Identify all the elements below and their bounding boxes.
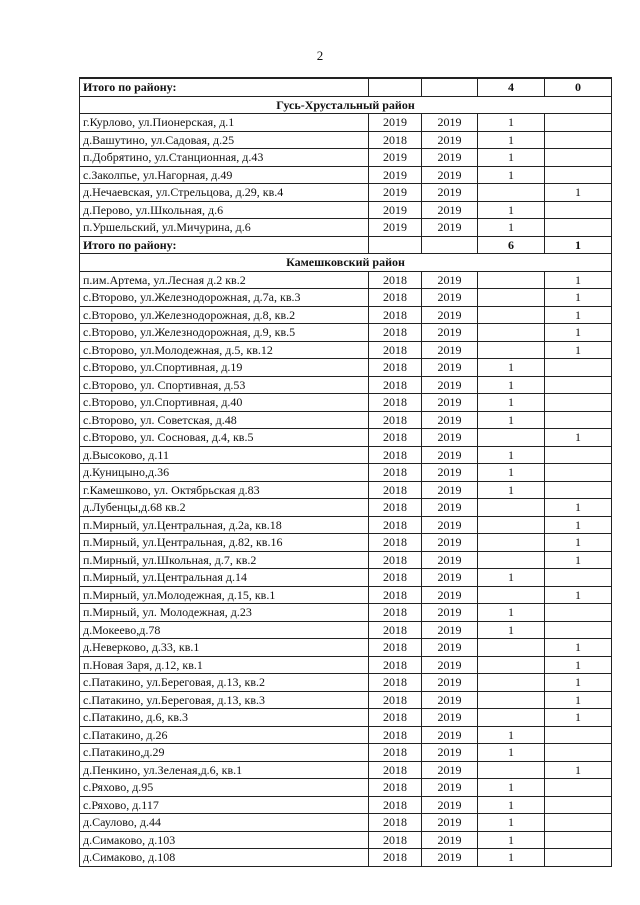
count-cell-2: 1 — [545, 761, 612, 779]
count-cell-1: 1 — [478, 621, 545, 639]
address-cell: с.Ряхово, д.95 — [80, 779, 369, 797]
year-cell-2: 2019 — [422, 761, 478, 779]
year-cell-2: 2019 — [422, 534, 478, 552]
count-cell-1: 1 — [478, 796, 545, 814]
year-cell-1: 2018 — [369, 831, 422, 849]
year-cell-1: 2018 — [369, 779, 422, 797]
table-row — [80, 831, 612, 849]
count-cell-1: 6 — [478, 236, 545, 254]
year-cell-2: 2019 — [422, 446, 478, 464]
year-cell-1: 2018 — [369, 744, 422, 762]
count-cell-2 — [545, 849, 612, 867]
table-row — [80, 201, 612, 219]
year-cell-1 — [369, 236, 422, 254]
table-row — [80, 849, 612, 867]
count-cell-2 — [545, 796, 612, 814]
address-cell: с.Патакино, ул.Береговая, д.13, кв.2 — [80, 674, 369, 692]
table-row — [80, 429, 612, 447]
count-cell-2: 1 — [545, 516, 612, 534]
address-cell: д.Высоково, д.11 — [80, 446, 369, 464]
table-row — [80, 219, 612, 237]
address-cell: п.Мирный, ул. Молодежная, д.23 — [80, 604, 369, 622]
address-cell: д.Неверково, д.33, кв.1 — [80, 639, 369, 657]
year-cell-2: 2019 — [422, 324, 478, 342]
address-cell: с.Второво, ул.Железнодорожная, д.7а, кв.3 — [80, 289, 369, 307]
table-row — [80, 499, 612, 517]
year-cell-1: 2018 — [369, 341, 422, 359]
table-row — [80, 621, 612, 639]
year-cell-2: 2019 — [422, 831, 478, 849]
count-cell-2 — [545, 376, 612, 394]
year-cell-1: 2018 — [369, 814, 422, 832]
table-row — [80, 411, 612, 429]
table-row — [80, 464, 612, 482]
year-cell-1: 2018 — [369, 534, 422, 552]
address-cell: д.Симаково, д.108 — [80, 849, 369, 867]
address-cell: с.Второво, ул.Железнодорожная, д.9, кв.5 — [80, 324, 369, 342]
count-cell-1 — [478, 551, 545, 569]
year-cell-1: 2018 — [369, 569, 422, 587]
table-row — [80, 341, 612, 359]
year-cell-1 — [369, 78, 422, 96]
count-cell-2: 1 — [545, 674, 612, 692]
count-cell-1: 1 — [478, 726, 545, 744]
table-row — [80, 516, 612, 534]
year-cell-1: 2018 — [369, 674, 422, 692]
year-cell-1: 2018 — [369, 411, 422, 429]
year-cell-1: 2018 — [369, 306, 422, 324]
count-cell-2: 1 — [545, 691, 612, 709]
year-cell-1: 2019 — [369, 166, 422, 184]
year-cell-2: 2019 — [422, 569, 478, 587]
table-body — [80, 78, 612, 866]
address-cell: д.Куницыно,д.36 — [80, 464, 369, 482]
table-row — [80, 796, 612, 814]
year-cell-1: 2018 — [369, 656, 422, 674]
address-cell: д.Вашутино, ул.Садовая, д.25 — [80, 131, 369, 149]
table-row — [80, 324, 612, 342]
year-cell-2: 2019 — [422, 709, 478, 727]
table-row — [80, 114, 612, 132]
year-cell-1: 2018 — [369, 586, 422, 604]
year-cell-2: 2019 — [422, 726, 478, 744]
table-row — [80, 674, 612, 692]
year-cell-2: 2019 — [422, 149, 478, 167]
address-cell: с.Патакино, д.6, кв.3 — [80, 709, 369, 727]
district-name: Гусь-Хрустальный район — [80, 96, 612, 114]
count-cell-2 — [545, 219, 612, 237]
count-cell-1: 1 — [478, 446, 545, 464]
year-cell-2: 2019 — [422, 394, 478, 412]
address-cell: с.Второво, ул.Спортивная, д.40 — [80, 394, 369, 412]
table-row — [80, 534, 612, 552]
year-cell-2: 2019 — [422, 814, 478, 832]
table-row — [80, 394, 612, 412]
year-cell-2: 2019 — [422, 201, 478, 219]
address-cell: г.Курлово, ул.Пионерская, д.1 — [80, 114, 369, 132]
address-cell: п.Мирный, ул.Центральная, д.82, кв.16 — [80, 534, 369, 552]
table-row — [80, 569, 612, 587]
table-row — [80, 726, 612, 744]
year-cell-2: 2019 — [422, 779, 478, 797]
address-cell: п.Мирный, ул.Центральная д.14 — [80, 569, 369, 587]
count-cell-1: 1 — [478, 744, 545, 762]
count-cell-2 — [545, 166, 612, 184]
count-cell-1: 1 — [478, 166, 545, 184]
count-cell-1 — [478, 324, 545, 342]
count-cell-1 — [478, 534, 545, 552]
table-row — [80, 376, 612, 394]
count-cell-1 — [478, 639, 545, 657]
count-cell-1: 1 — [478, 376, 545, 394]
count-cell-1 — [478, 306, 545, 324]
table-row — [80, 481, 612, 499]
year-cell-2: 2019 — [422, 464, 478, 482]
count-cell-1: 1 — [478, 779, 545, 797]
year-cell-2: 2019 — [422, 656, 478, 674]
count-cell-1 — [478, 656, 545, 674]
count-cell-1: 1 — [478, 464, 545, 482]
year-cell-2 — [422, 236, 478, 254]
address-cell: с.Ряхово, д.117 — [80, 796, 369, 814]
total-label: Итого по району: — [80, 236, 369, 254]
year-cell-2: 2019 — [422, 289, 478, 307]
table-row — [80, 306, 612, 324]
year-cell-1: 2018 — [369, 691, 422, 709]
count-cell-2: 1 — [545, 551, 612, 569]
table-row — [80, 639, 612, 657]
year-cell-1: 2018 — [369, 709, 422, 727]
table-row — [80, 131, 612, 149]
year-cell-1: 2018 — [369, 481, 422, 499]
table-row — [80, 166, 612, 184]
count-cell-1: 1 — [478, 219, 545, 237]
address-cell: с.Заколпье, ул.Нагорная, д.49 — [80, 166, 369, 184]
year-cell-1: 2018 — [369, 376, 422, 394]
count-cell-2 — [545, 744, 612, 762]
count-cell-2: 1 — [545, 236, 612, 254]
count-cell-2: 1 — [545, 341, 612, 359]
address-cell: д.Мокеево,д.78 — [80, 621, 369, 639]
count-cell-2 — [545, 779, 612, 797]
year-cell-2: 2019 — [422, 621, 478, 639]
year-cell-2: 2019 — [422, 516, 478, 534]
count-cell-1: 1 — [478, 569, 545, 587]
year-cell-2: 2019 — [422, 481, 478, 499]
count-cell-1 — [478, 516, 545, 534]
year-cell-1: 2019 — [369, 219, 422, 237]
year-cell-2: 2019 — [422, 586, 478, 604]
address-cell: с.Второво, ул. Советская, д.48 — [80, 411, 369, 429]
count-cell-2: 1 — [545, 324, 612, 342]
year-cell-1: 2019 — [369, 114, 422, 132]
year-cell-2: 2019 — [422, 219, 478, 237]
count-cell-2 — [545, 831, 612, 849]
count-cell-2: 1 — [545, 289, 612, 307]
count-cell-2 — [545, 464, 612, 482]
year-cell-1: 2019 — [369, 149, 422, 167]
address-cell: с.Второво, ул.Спортивная, д.19 — [80, 359, 369, 377]
year-cell-2 — [422, 78, 478, 96]
count-cell-1 — [478, 289, 545, 307]
table-row — [80, 744, 612, 762]
count-cell-2 — [545, 359, 612, 377]
address-cell: д.Саулово, д.44 — [80, 814, 369, 832]
count-cell-1: 1 — [478, 849, 545, 867]
count-cell-2: 1 — [545, 429, 612, 447]
count-cell-1: 1 — [478, 201, 545, 219]
year-cell-1: 2018 — [369, 761, 422, 779]
year-cell-1: 2018 — [369, 394, 422, 412]
year-cell-2: 2019 — [422, 166, 478, 184]
address-cell: п.Мирный, ул.Школьная, д.7, кв.2 — [80, 551, 369, 569]
year-cell-1: 2018 — [369, 131, 422, 149]
year-cell-1: 2018 — [369, 429, 422, 447]
table-row — [80, 814, 612, 832]
year-cell-2: 2019 — [422, 604, 478, 622]
year-cell-2: 2019 — [422, 114, 478, 132]
count-cell-2 — [545, 411, 612, 429]
count-cell-1 — [478, 586, 545, 604]
count-cell-2 — [545, 569, 612, 587]
table-row — [80, 551, 612, 569]
page-number: 2 — [316, 48, 324, 63]
year-cell-1: 2018 — [369, 796, 422, 814]
year-cell-2: 2019 — [422, 306, 478, 324]
year-cell-2: 2019 — [422, 691, 478, 709]
count-cell-2: 1 — [545, 184, 612, 202]
total-label: Итого по району: — [80, 78, 369, 96]
table-row — [80, 779, 612, 797]
count-cell-2 — [545, 621, 612, 639]
address-cell: с.Патакино, д.26 — [80, 726, 369, 744]
table-row — [80, 656, 612, 674]
year-cell-2: 2019 — [422, 499, 478, 517]
count-cell-2: 1 — [545, 639, 612, 657]
year-cell-2: 2019 — [422, 184, 478, 202]
address-cell: с.Второво, ул. Сосновая, д.4, кв.5 — [80, 429, 369, 447]
count-cell-1 — [478, 499, 545, 517]
count-cell-2: 1 — [545, 586, 612, 604]
address-cell: д.Перово, ул.Школьная, д.6 — [80, 201, 369, 219]
count-cell-2: 0 — [545, 78, 612, 96]
count-cell-2: 1 — [545, 534, 612, 552]
table-row — [80, 604, 612, 622]
count-cell-2 — [545, 446, 612, 464]
year-cell-2: 2019 — [422, 674, 478, 692]
year-cell-1: 2018 — [369, 639, 422, 657]
count-cell-1: 4 — [478, 78, 545, 96]
count-cell-2 — [545, 604, 612, 622]
year-cell-1: 2018 — [369, 324, 422, 342]
count-cell-2 — [545, 131, 612, 149]
address-cell: с.Второво, ул.Железнодорожная, д.8, кв.2 — [80, 306, 369, 324]
year-cell-1: 2018 — [369, 271, 422, 289]
count-cell-2 — [545, 726, 612, 744]
address-cell: д.Симаково, д.103 — [80, 831, 369, 849]
count-cell-1 — [478, 709, 545, 727]
year-cell-2: 2019 — [422, 796, 478, 814]
year-cell-1: 2018 — [369, 726, 422, 744]
count-cell-2: 1 — [545, 656, 612, 674]
table-row — [80, 271, 612, 289]
count-cell-2 — [545, 201, 612, 219]
count-cell-1: 1 — [478, 481, 545, 499]
district-header-row — [80, 96, 612, 114]
address-cell: с.Второво, ул. Спортивная, д.53 — [80, 376, 369, 394]
year-cell-1: 2018 — [369, 604, 422, 622]
year-cell-2: 2019 — [422, 359, 478, 377]
table-row — [80, 586, 612, 604]
address-cell: п.Мирный, ул.Центральная, д.2а, кв.18 — [80, 516, 369, 534]
count-cell-1: 1 — [478, 114, 545, 132]
table-row — [80, 446, 612, 464]
year-cell-1: 2018 — [369, 289, 422, 307]
count-cell-1 — [478, 341, 545, 359]
year-cell-2: 2019 — [422, 849, 478, 867]
address-cell: п.им.Артема, ул.Лесная д.2 кв.2 — [80, 271, 369, 289]
count-cell-1 — [478, 271, 545, 289]
year-cell-2: 2019 — [422, 131, 478, 149]
count-cell-1 — [478, 429, 545, 447]
count-cell-2 — [545, 481, 612, 499]
count-cell-2 — [545, 814, 612, 832]
count-cell-1: 1 — [478, 604, 545, 622]
address-cell: д.Нечаевская, ул.Стрельцова, д.29, кв.4 — [80, 184, 369, 202]
count-cell-1: 1 — [478, 814, 545, 832]
district-name: Камешковский район — [80, 254, 612, 272]
housing-table — [79, 77, 612, 867]
year-cell-2: 2019 — [422, 341, 478, 359]
year-cell-1: 2018 — [369, 621, 422, 639]
count-cell-1: 1 — [478, 131, 545, 149]
year-cell-2: 2019 — [422, 411, 478, 429]
table-row — [80, 709, 612, 727]
address-cell: п.Уршельский, ул.Мичурина, д.6 — [80, 219, 369, 237]
count-cell-1: 1 — [478, 149, 545, 167]
count-cell-2 — [545, 114, 612, 132]
count-cell-1 — [478, 691, 545, 709]
address-cell: г.Камешково, ул. Октябрьская д.83 — [80, 481, 369, 499]
year-cell-2: 2019 — [422, 551, 478, 569]
count-cell-2: 1 — [545, 499, 612, 517]
count-cell-1 — [478, 184, 545, 202]
table-row — [80, 184, 612, 202]
table-row — [80, 149, 612, 167]
year-cell-1: 2019 — [369, 201, 422, 219]
year-cell-1: 2018 — [369, 464, 422, 482]
address-cell: п.Новая Заря, д.12, кв.1 — [80, 656, 369, 674]
count-cell-2 — [545, 149, 612, 167]
year-cell-2: 2019 — [422, 376, 478, 394]
count-cell-2: 1 — [545, 306, 612, 324]
count-cell-1: 1 — [478, 831, 545, 849]
district-total-row — [80, 236, 612, 254]
year-cell-1: 2018 — [369, 516, 422, 534]
count-cell-1 — [478, 674, 545, 692]
address-cell: п.Мирный, ул.Молодежная, д.15, кв.1 — [80, 586, 369, 604]
year-cell-2: 2019 — [422, 271, 478, 289]
address-cell: с.Патакино, ул.Береговая, д.13, кв.3 — [80, 691, 369, 709]
year-cell-2: 2019 — [422, 429, 478, 447]
table-row — [80, 761, 612, 779]
year-cell-1: 2018 — [369, 551, 422, 569]
address-cell: д.Пенкино, ул.Зеленая,д.6, кв.1 — [80, 761, 369, 779]
district-total-row — [80, 78, 612, 96]
count-cell-1: 1 — [478, 394, 545, 412]
table-row — [80, 289, 612, 307]
address-cell: с.Патакино,д.29 — [80, 744, 369, 762]
count-cell-1: 1 — [478, 359, 545, 377]
year-cell-1: 2019 — [369, 184, 422, 202]
address-cell: д.Лубенцы,д.68 кв.2 — [80, 499, 369, 517]
year-cell-2: 2019 — [422, 744, 478, 762]
count-cell-2 — [545, 394, 612, 412]
table-row — [80, 359, 612, 377]
year-cell-1: 2018 — [369, 499, 422, 517]
count-cell-1 — [478, 761, 545, 779]
district-header-row — [80, 254, 612, 272]
year-cell-2: 2019 — [422, 639, 478, 657]
count-cell-2: 1 — [545, 709, 612, 727]
count-cell-2: 1 — [545, 271, 612, 289]
address-cell: с.Второво, ул.Молодежная, д.5, кв.12 — [80, 341, 369, 359]
count-cell-1: 1 — [478, 411, 545, 429]
year-cell-1: 2018 — [369, 359, 422, 377]
year-cell-1: 2018 — [369, 446, 422, 464]
table-row — [80, 691, 612, 709]
year-cell-1: 2018 — [369, 849, 422, 867]
address-cell: п.Добрятино, ул.Станционная, д.43 — [80, 149, 369, 167]
